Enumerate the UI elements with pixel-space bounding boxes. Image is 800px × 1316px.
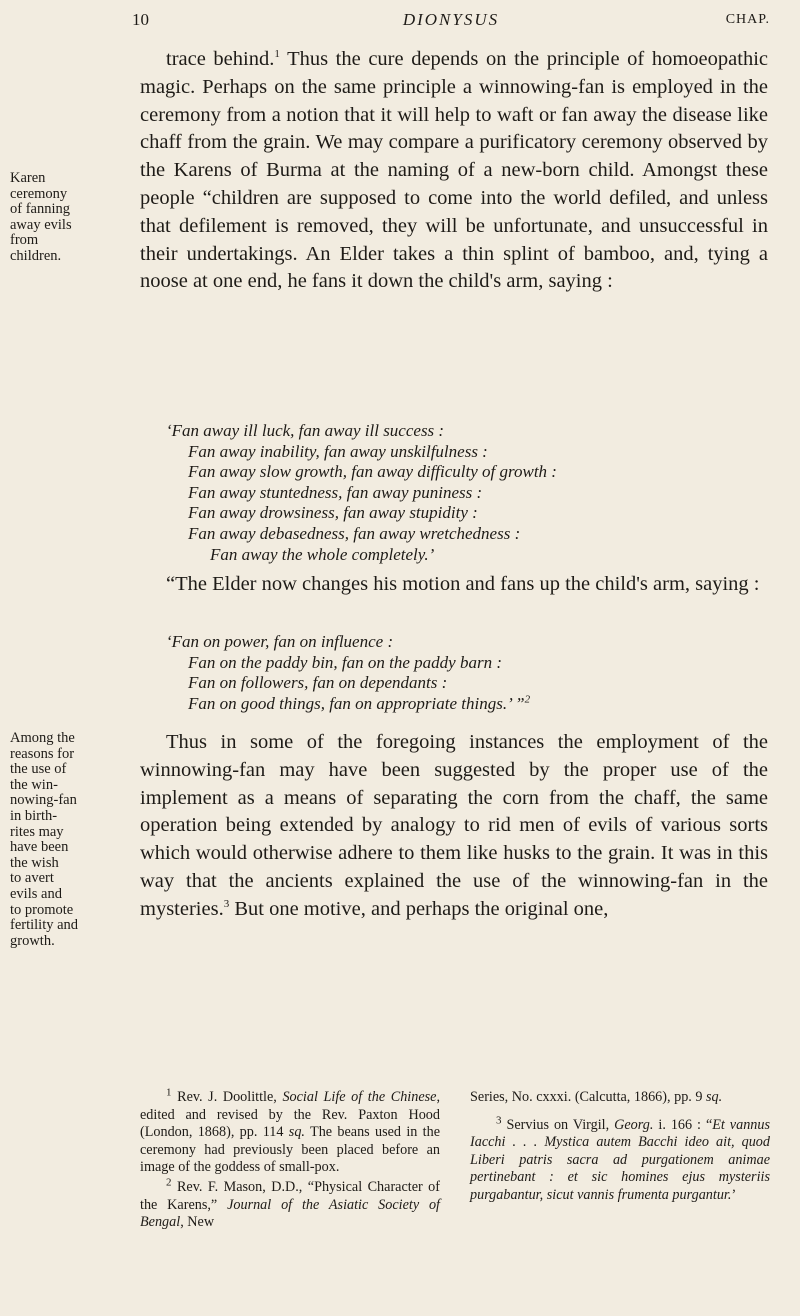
paragraph-2 [140,571,768,599]
verse-line: Fan away the whole completely.’ [210,544,435,564]
footnotes-right-column [470,1089,770,1207]
verse-line: Fan away inability, fan away unskilfulness : [188,441,488,461]
sidenote-line: ceremony [10,185,68,202]
footnote-2-text-b: , New [180,1214,215,1231]
sidenote-line: reasons for [10,745,75,762]
para1-text-a: trace behind. [166,48,275,70]
footnote-1-number: 1 [166,1086,172,1099]
footnote-2-continued [470,1089,770,1107]
sidenote-line: children. [10,247,62,264]
verse-line: ‘Fan on power, fan on influence : [166,632,394,651]
footnote-3-text-c: ’ [731,1186,737,1203]
sidenote-line: nowing-fan [10,792,77,809]
verse-line: Fan away stuntedness, fan away puniness : [188,482,483,502]
verse-line: Fan on followers, fan on dependants : [188,673,448,693]
footnote-ref-3: 3 [223,897,230,910]
footnote-1 [140,1086,440,1177]
para3-text-a: Thus in some of the foregoing instances the employment of the winnowing-fan may have been suggested by the proper use of the implement as a means of separating the corn from the chaff, the same operation being extended by analogy to rid men of evils of various sorts which would otherwise adhere to them like husks to the grain. It was in this way that the ancients explained the use of the winnowing-fan in the mysteries. [140,731,768,920]
sidenote-line: to avert [10,870,54,887]
footnote-3-latin: Et vannus Iacchi . . . Mystica autem Bacchi ideo ait, quod Liberi patris sacra ad purgationem animae pertinebant : et sic homines ejus mysteriis purgabantur, sicut vannis frumenta purgantur. [470,1116,771,1203]
footnotes-left-column [140,1086,441,1234]
sidenote-line: to promote [10,901,74,918]
para3-text-b: But one motive, and perhaps the original one, [229,897,609,920]
sidenote-among [10,731,110,949]
footnote-ref-1: 1 [274,48,280,61]
paragraph-1 [140,46,768,296]
footnote-2-text-a: Rev. F. Mason, D.D., “Physical Character of the Karens,” [140,1178,440,1213]
footnote-1-text-a: Rev. J. Doolittle, [171,1089,283,1105]
sidenote-line: fertility and [10,917,79,934]
para1-text-b: Thus the cure depends on the principle of homoeopathic magic. Perhaps on the same principle a winnowing-fan is employed in the ceremony from a notion that it will help to waft or fan away the disease like chaff from the grain. We may compare a purificatory ceremony observed by the Karens of Burma at the naming of a new-born child. Amongst these people “children are supposed to come into the world defiled, and unless that defilement is removed, they will be unfortunate, and unsuccessful in their undertakings. An Elder takes a thin splint of bamboo, and, tying a noose at one end, he fans it down the child's arm, saying : [140,48,768,293]
footnote-3-georg: Georg. [614,1116,654,1133]
sidenote-karen [10,171,110,265]
paragraph-3 [140,729,768,924]
sidenote-line: growth. [10,932,55,949]
running-header [132,10,770,36]
footnote-2-cont-sq: sq. [706,1089,723,1105]
sidenote-line: away evils [10,216,72,233]
page-number: 10 [132,10,149,29]
chapter-label: CHAP. [725,12,770,27]
sidenote-line: the use of [10,761,67,778]
footnote-2-cont-text: Series, No. cxxxi. (Calcutta, 1866), pp. 9 [470,1089,707,1105]
footnote-3-number: 3 [496,1113,502,1126]
verse-line: Fan on the paddy bin, fan on the paddy barn : [188,652,502,672]
footnote-ref-2: 2 [524,693,531,706]
footnote-1-text-b: , edited and revised by the Rev. Paxton Hood (London, 1868), pp. 114 [140,1089,440,1141]
sidenote-line: in birth- [10,807,58,824]
running-title: DIONYSUS [402,10,500,29]
para2-text: “The Elder now changes his motion and fans up the child's arm, saying : [166,573,760,595]
footnote-1-sq: sq. [288,1124,305,1141]
verse-fan-away [166,421,766,565]
footnote-2-journal: Journal of the Asiatic Society of Bengal [140,1196,441,1231]
footnote-3-text-b: i. 166 : “ [653,1116,713,1133]
sidenote-line: Among the [10,730,75,746]
sidenote-line: evils and [10,885,62,902]
sidenote-line: the win- [10,776,58,793]
sidenote-line: have been [10,839,69,856]
footnote-3-text-a: Servius on Virgil, [501,1116,615,1133]
verse-line [166,694,766,715]
verse-line: ‘Fan away ill luck, fan away ill success : [166,421,445,440]
sidenote-line: the wish [10,854,59,871]
footnote-1-title: Social Life of the Chinese [282,1089,437,1105]
verse-fan-on [166,632,766,714]
sidenote-line: rites may [10,823,64,840]
footnote-3 [470,1113,771,1205]
footnote-1-text-c: The beans used in the ceremony had previously been placed before an image of the goddess of small-pox. [140,1124,440,1176]
sidenote-line: Karen [10,170,46,186]
verse-line: Fan away debasedness, fan away wretchedness : [188,523,521,543]
sidenote-line: of fanning [10,201,70,218]
footnote-2 [140,1176,441,1232]
verse-line: Fan away drowsiness, fan away stupidity : [188,503,478,523]
verse-line-text: Fan on good things, fan on appropriate things.’ ” [188,693,525,713]
verse-line: Fan away slow growth, fan away difficulty of growth : [188,462,557,482]
sidenote-line: from [10,232,39,249]
footnote-2-number: 2 [166,1176,172,1189]
